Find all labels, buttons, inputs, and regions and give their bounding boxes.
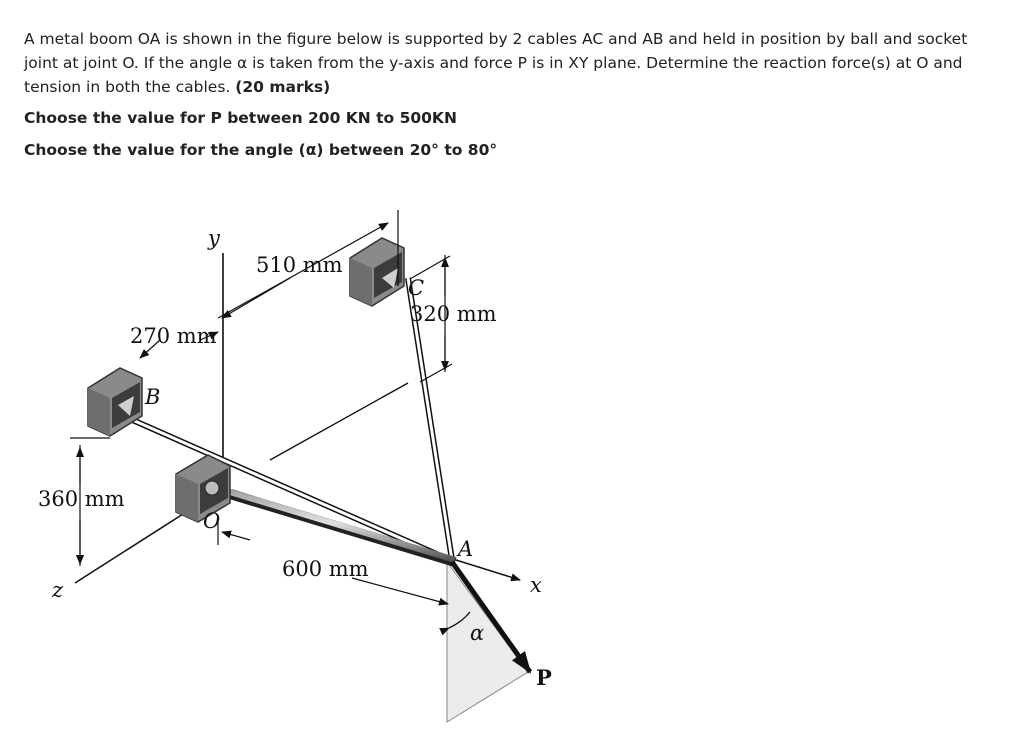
label-510-mm: 510 mm [256, 253, 343, 277]
choose-p-instruction: Choose the value for P between 200 KN to 500KN [24, 109, 457, 127]
label-axis-x: x [530, 573, 542, 597]
dim-510-line-left [222, 278, 290, 318]
choose-angle-instruction: Choose the value for the angle (α) between 20° to 80° [24, 141, 498, 159]
support-b [88, 368, 142, 436]
label-point-c: C [408, 276, 425, 300]
label-axis-z: z [52, 578, 64, 602]
support-c [350, 238, 404, 306]
problem-marks: (20 marks) [235, 78, 331, 96]
label-axis-y: y [208, 226, 220, 250]
label-force-p: P [536, 665, 552, 690]
label-point-b: B [145, 385, 161, 409]
force-plane-shading [447, 562, 528, 722]
wall-reference-line [270, 383, 408, 460]
label-600-mm: 600 mm [282, 557, 369, 581]
label-point-o: O [203, 509, 221, 533]
label-angle-alpha: α [470, 621, 485, 645]
dim-600-right [352, 578, 448, 604]
label-360-mm: 360 mm [38, 487, 125, 511]
label-point-a: A [458, 537, 474, 561]
problem-text: A metal boom OA is shown in the figure below is supported by 2 cables AC and AB and held in position by ball and socket joint at joint O. If the angle α is taken from the y-axis and force P is in XY plane. Determine the reaction force(s) at O and tension in both the cables. [24, 30, 968, 96]
dim-600-left [222, 532, 250, 540]
label-320-mm: 320 mm [410, 302, 497, 326]
label-270-mm: 270 mm [130, 324, 217, 348]
